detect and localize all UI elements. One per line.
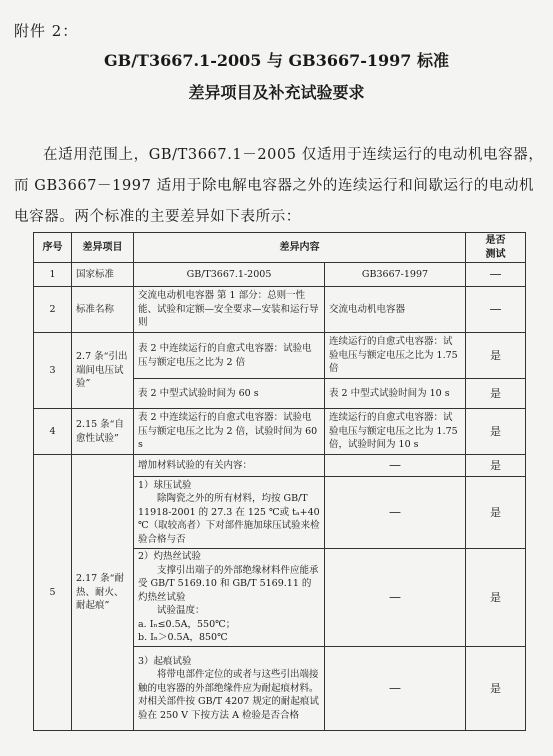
row5-track-test: 是 <box>466 647 526 731</box>
glow-text: 支撑引出端子的外部绝缘材料件应能承受 GB/T 5169.10 和 GB/T 5169.11 的灼热丝试验 <box>138 564 319 603</box>
table-row <box>34 333 526 379</box>
row5-glow-old: — <box>325 549 466 647</box>
row2-old: 交流电动机电容器 <box>325 287 466 333</box>
row1-no: 1 <box>34 263 72 287</box>
row4-test: 是 <box>466 409 526 455</box>
glow-temp: 试验温度： <box>157 605 205 617</box>
header-test-line1: 是否 <box>485 235 506 246</box>
ball-text: 除陶瓷之外的所有材料，均按 GB/T 11918-2001 的 27.3 在 125 ℃或 tₐ+40 ℃（取较高者）下对部件施加球压试验来检验合格与否 <box>138 493 320 545</box>
row5-track-old: — <box>325 647 466 731</box>
row5-ball-test: 是 <box>466 477 526 549</box>
row5-intro-old: — <box>325 455 466 477</box>
row3b-old: 表 2 中型式试验时间为 10 s <box>325 379 466 409</box>
doc-title-line1: GB/T3667.1-2005 与 GB3667-1997 标准 <box>104 51 449 70</box>
header-no: 序号 <box>34 233 72 263</box>
header-content: 差异内容 <box>134 233 466 263</box>
row1-item: 国家标准 <box>72 263 134 287</box>
doc-title-line2: 差异项目及补充试验要求 <box>188 83 365 102</box>
row5-no: 5 <box>34 455 72 731</box>
row2-new: 交流电动机电容器 第 1 部分：总则一性能、试验和定额—安全要求—安装和运行导则 <box>134 287 325 333</box>
row4-new: 表 2 中连续运行的自愈式电容器：试验电压与额定电压之比为 2 倍，试验时间为 60 s <box>134 409 325 455</box>
glow-a: a. Iₙ≤0.5A，550℃； <box>138 618 236 630</box>
row1-old: GB3667-1997 <box>325 263 466 287</box>
row5-item: 2.17 条“耐热、耐火、耐起痕” <box>72 455 134 731</box>
glow-b: b. Iₙ＞0.5A，850℃ <box>138 632 228 644</box>
row5-intro: 增加材料试验的有关内容： <box>134 455 325 477</box>
table-header-row <box>34 233 526 263</box>
row5-glow <box>134 549 325 647</box>
table-row <box>34 263 526 287</box>
row2-item: 标准名称 <box>72 287 134 333</box>
row5-intro-test: 是 <box>466 455 526 477</box>
row3b-test: 是 <box>466 379 526 409</box>
table-row <box>34 287 526 333</box>
row4-item: 2.15 条“自愈性试验” <box>72 409 134 455</box>
row3a-new: 表 2 中连续运行的自愈式电容器：试验电压与额定电压之比为 2 倍 <box>134 333 325 379</box>
header-test <box>466 233 526 263</box>
row4-no: 4 <box>34 409 72 455</box>
row2-test: — <box>466 287 526 333</box>
attachment-label: 附件 2： <box>14 22 79 40</box>
glow-title: 2）灼热丝试验 <box>138 551 202 563</box>
table-row <box>34 455 526 477</box>
header-test-line2: 测试 <box>485 248 506 260</box>
row5-ball-old: — <box>325 477 466 549</box>
track-text: 将带电部件定位的或者与这些引出端接触的电容器的外部绝缘件应为耐起痕材料。对相关部件按 GB/T 4207 规定的耐起痕试验在 250 V 下按方法 A 检验是否合格 <box>138 669 319 721</box>
row1-test: — <box>466 263 526 287</box>
row5-glow-test: 是 <box>466 549 526 647</box>
row5-track <box>134 647 325 731</box>
intro-text: 在适用范围上，GB/T3667.1－2005 仅适用于连续运行的电动机电容器，而 GB3667－1997 适用于除电解电容器之外的连续运行和间歇运行的电动机电容器。两个标准的主要差异如下表所示： <box>14 147 544 225</box>
table-row <box>34 409 526 455</box>
row4-old: 连续运行的自愈式电容器：试验电压与额定电压之比为 1.75 倍，试验时间为 10 s <box>325 409 466 455</box>
difference-table <box>33 232 526 731</box>
track-title: 3）起痕试验 <box>138 655 192 667</box>
row5-ball <box>134 477 325 549</box>
ball-title: 1）球压试验 <box>138 479 192 491</box>
row3a-test: 是 <box>466 333 526 379</box>
row1-new: GB/T3667.1-2005 <box>134 263 325 287</box>
row2-no: 2 <box>34 287 72 333</box>
row3-no: 3 <box>34 333 72 409</box>
row3b-new: 表 2 中型式试验时间为 60 s <box>134 379 325 409</box>
intro-paragraph <box>14 140 544 233</box>
header-item: 差异项目 <box>72 233 134 263</box>
row3a-old: 连续运行的自愈式电容器：试验电压与额定电压之比为 1.75 倍 <box>325 333 466 379</box>
row3-item: 2.7 条“引出端间电压试验” <box>72 333 134 409</box>
